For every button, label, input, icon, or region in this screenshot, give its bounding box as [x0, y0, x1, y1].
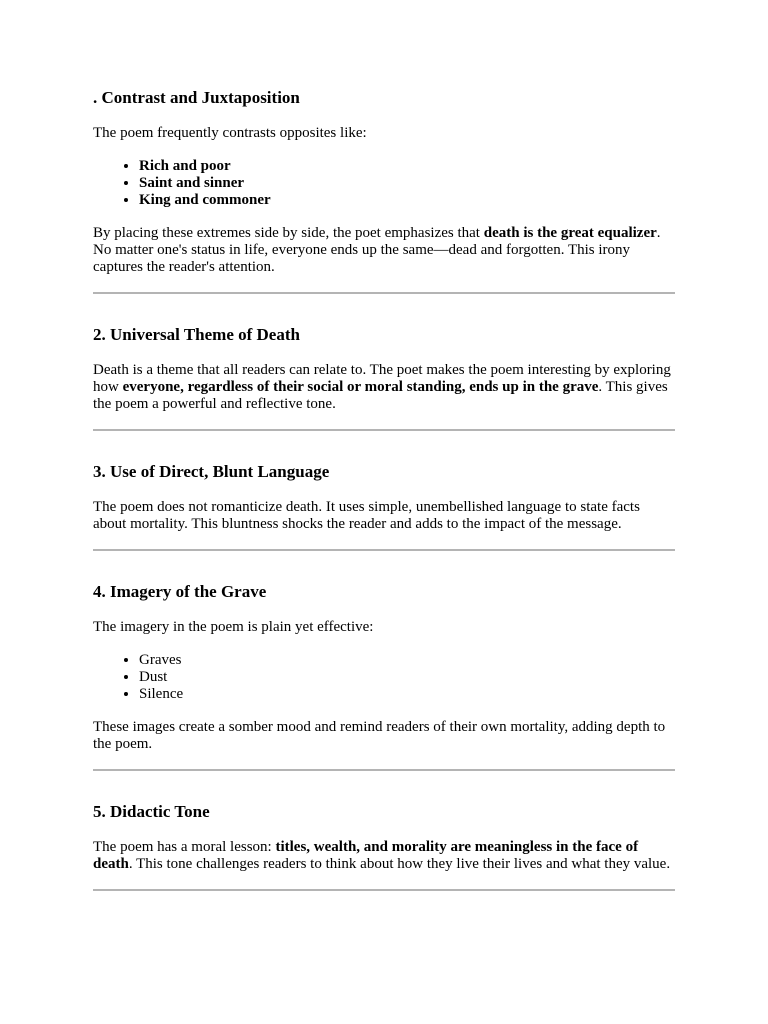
section-divider [93, 292, 675, 294]
section-heading: 2. Universal Theme of Death [93, 325, 300, 344]
section-heading: . Contrast and Juxtaposition [93, 88, 300, 107]
section-heading: 3. Use of Direct, Blunt Language [93, 462, 330, 481]
body-emphasis: everyone, regardless of their social or moral standing, ends up in the grave [122, 379, 599, 395]
section-divider [93, 889, 675, 891]
section-body [93, 839, 675, 873]
list-item: • Silence [139, 686, 675, 703]
section-direct-language [93, 462, 675, 533]
section-body: These images create a somber mood and remind readers of their own mortality, adding depth to the poem. [93, 719, 666, 752]
list-item: • Graves [139, 652, 675, 669]
section-didactic-tone [93, 802, 675, 873]
body-emphasis: titles, wealth, and morality are meaningless in the face of death [93, 839, 639, 872]
section-body [93, 362, 675, 413]
body-text: The poem has a moral lesson: [93, 839, 276, 855]
body-text: . This gives the poem a powerful and reflective tone. [93, 379, 668, 412]
document-content [93, 88, 675, 922]
section-divider [93, 769, 675, 771]
section-contrast-juxtaposition [93, 88, 675, 276]
section-intro: The poem frequently contrasts opposites like: [93, 125, 367, 141]
section-body [93, 225, 675, 276]
list-item: • King and commoner [139, 192, 675, 209]
section-heading: 4. Imagery of the Grave [93, 582, 267, 601]
body-text: . No matter one's status in life, everyone ends up the same—dead and forgotten. This irony captures the reader's attention. [93, 225, 661, 275]
list-item: • Rich and poor [139, 158, 675, 175]
body-text: . This tone challenges readers to think about how they live their lives and what they value. [128, 856, 671, 872]
list-item: • Saint and sinner [139, 175, 675, 192]
section-divider [93, 429, 675, 431]
bullet-list [93, 652, 675, 703]
section-body: The poem does not romanticize death. It uses simple, unembellished language to state facts about mortality. This bluntness shocks the reader and adds to the impact of the message. [93, 499, 640, 532]
section-divider [93, 549, 675, 551]
body-emphasis: death is the great equalizer [483, 225, 657, 241]
section-universal-theme [93, 325, 675, 413]
bullet-list [93, 158, 675, 209]
body-text: Death is a theme that all readers can relate to. The poet makes the poem interesting by exploring how [93, 362, 671, 395]
section-imagery-grave [93, 582, 675, 753]
section-intro: The imagery in the poem is plain yet effective: [93, 619, 374, 635]
list-item: • Dust [139, 669, 675, 686]
body-text: By placing these extremes side by side, the poet emphasizes that [93, 225, 484, 241]
section-heading: 5. Didactic Tone [93, 802, 210, 821]
